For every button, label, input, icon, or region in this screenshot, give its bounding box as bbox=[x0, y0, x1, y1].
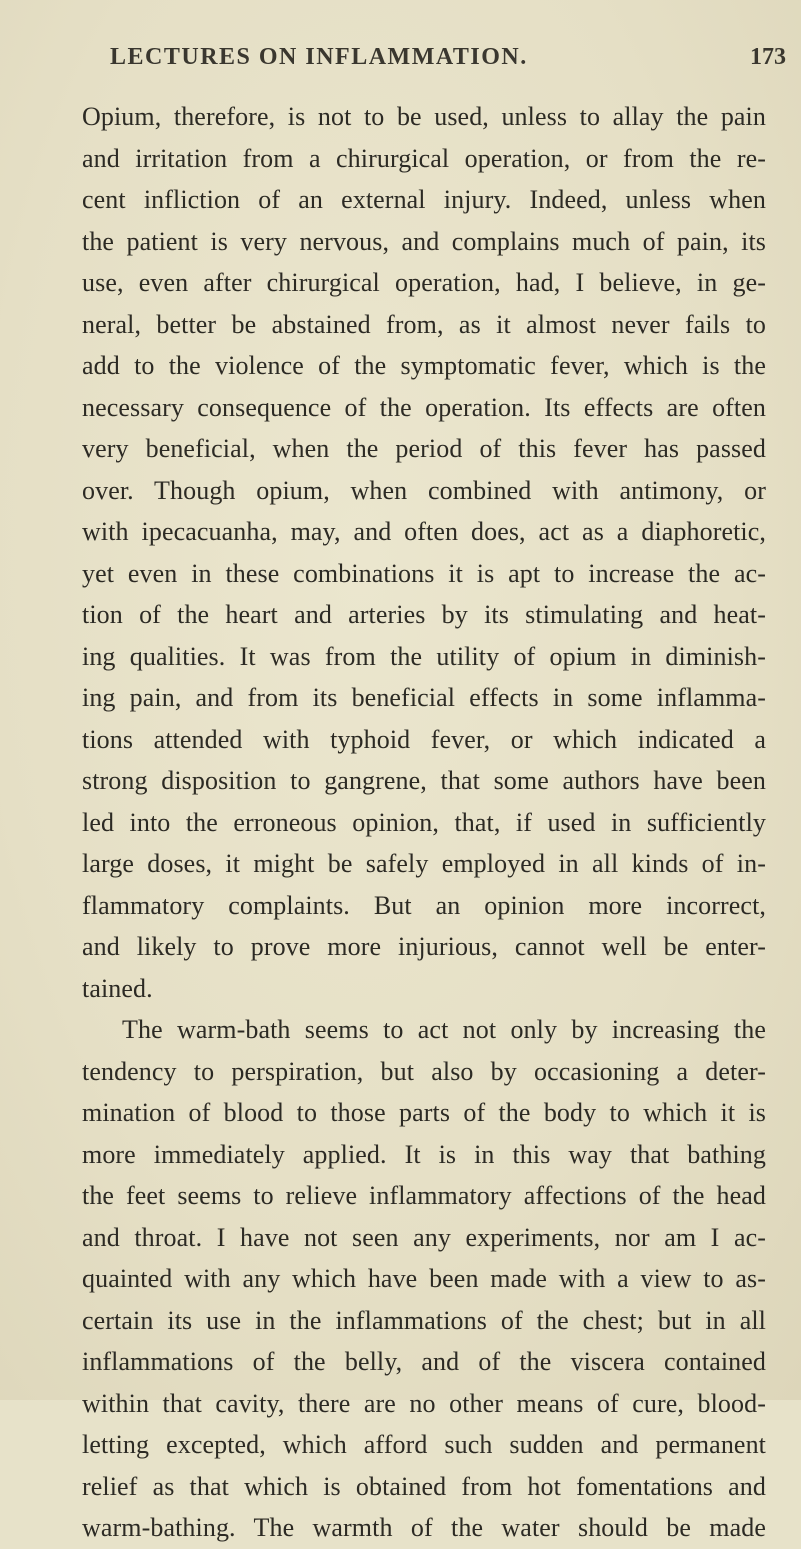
text-line: inflammations of the belly, and of the viscera contained bbox=[82, 1347, 766, 1376]
text-line: and irritation from a chirurgical operation, or from the re- bbox=[82, 143, 766, 173]
text-line: The warm-bath seems to act not only by increasing the bbox=[122, 1015, 766, 1044]
text-line: tions attended with typhoid fever, or which indicated a bbox=[82, 724, 766, 754]
text-line: led into the erroneous opinion, that, if used in sufficiently bbox=[82, 807, 766, 837]
text-line: the feet seems to relieve inflammatory affections of the head bbox=[82, 1181, 766, 1210]
text-line: neral, better be abstained from, as it almost never fails to bbox=[82, 309, 766, 339]
paragraph bbox=[82, 96, 766, 1009]
text-line: tained. bbox=[82, 973, 153, 1003]
text-line: use, even after chirurgical operation, had, I believe, in ge- bbox=[82, 268, 766, 297]
text-line: relief as that which is obtained from hot fomentations and bbox=[82, 1471, 766, 1501]
running-head bbox=[80, 44, 786, 84]
text-line: ing pain, and from its beneficial effects in some inflamma- bbox=[82, 683, 766, 712]
text-line: certain its use in the inflammations of the chest; but in all bbox=[82, 1305, 766, 1335]
text-line: necessary consequence of the operation. Its effects are often bbox=[82, 392, 766, 422]
text-line: strong disposition to gangrene, that some authors have been bbox=[82, 766, 766, 795]
body-text bbox=[82, 96, 766, 1549]
text-line: quainted with any which have been made with a view to as- bbox=[82, 1264, 766, 1293]
text-line: the patient is very nervous, and complains much of pain, its bbox=[82, 226, 766, 256]
text-line: tendency to perspiration, but also by occasioning a deter- bbox=[82, 1056, 766, 1086]
text-line: mination of blood to those parts of the body to which it is bbox=[82, 1098, 766, 1127]
text-line: large doses, it might be safely employed in all kinds of in- bbox=[82, 849, 766, 878]
text-line: yet even in these combinations it is apt to increase the ac- bbox=[82, 558, 766, 588]
text-line: cent infliction of an external injury. Indeed, unless when bbox=[82, 185, 766, 214]
text-line: within that cavity, there are no other means of cure, blood- bbox=[82, 1388, 766, 1418]
text-line: tion of the heart and arteries by its stimulating and heat- bbox=[82, 600, 766, 629]
text-line: more immediately applied. It is in this way that bathing bbox=[82, 1139, 766, 1169]
running-title: LECTURES ON INFLAMMATION. bbox=[110, 44, 528, 70]
page-number: 173 bbox=[750, 44, 786, 70]
text-line: with ipecacuanha, may, and often does, act as a diaphoretic, bbox=[82, 517, 766, 546]
text-line: and throat. I have not seen any experiments, nor am I ac- bbox=[82, 1222, 766, 1252]
text-line: over. Though opium, when combined with antimony, or bbox=[82, 475, 766, 505]
text-line: and likely to prove more injurious, cannot well be enter- bbox=[82, 932, 766, 961]
text-line: flammatory complaints. But an opinion more incorrect, bbox=[82, 890, 766, 920]
text-line: warm-bathing. The warmth of the water should be made bbox=[82, 1513, 766, 1542]
text-line: ing qualities. It was from the utility of opium in diminish- bbox=[82, 641, 766, 671]
text-line: very beneficial, when the period of this fever has passed bbox=[82, 434, 766, 463]
text-line: add to the violence of the symptomatic fever, which is the bbox=[82, 351, 766, 380]
paragraph bbox=[82, 1009, 766, 1549]
text-line: Opium, therefore, is not to be used, unless to allay the pain bbox=[82, 102, 766, 131]
text-line: letting excepted, which afford such sudden and permanent bbox=[82, 1430, 766, 1459]
